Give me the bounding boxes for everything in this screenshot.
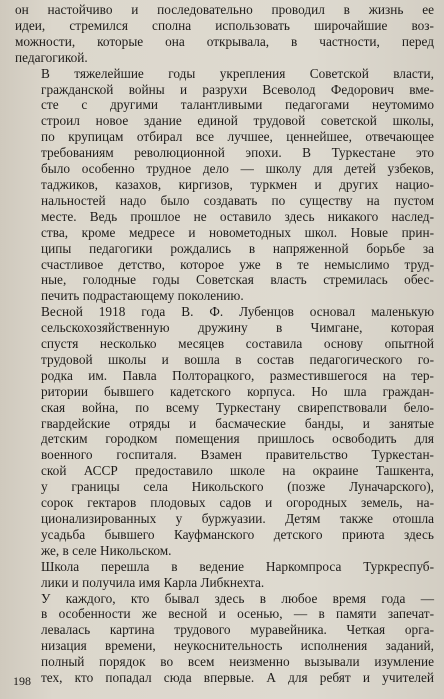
text-line: сорок гектаров плодовых садов и огородных земель, на- [41,495,434,511]
text-line: ные, голодные годы Советская власть стремилась обес- [41,272,434,288]
text-line: детским городком помещения пришлось освободить для [41,431,434,447]
text-line: требованиям революционной эпохи. В Туркестане это [41,145,434,161]
paragraph [15,2,434,66]
text-line: У каждого, кто бывал здесь в любое время года — [41,590,434,606]
text-line: ства, кроме медресе и новометодных школ. Новые прин- [41,224,434,240]
text-line: у границы села Никольского (позже Луначарского), [41,479,434,495]
page-text-body [15,2,434,686]
text-line: трудовой школы и вошла в состав педагогического го- [41,351,434,367]
text-line: сте с другими талантливыми педагогами неутомимо [41,97,434,113]
text-line: спустя несколько месяцев составила основу опытной [41,336,434,352]
text-line: по крупицам отбирал все лучшее, ценнейшее, отвечающее [41,129,434,145]
text-line: В тяжелейшие годы укрепления Советской власти, [41,65,434,81]
text-line: сельскохозяйственную дружину в Чимгане, которая [41,320,434,336]
text-line: тех, кто попадал сюда впервые. А для ребят и учителей [41,670,434,686]
text-line: месте. Ведь прошлое не оставило здесь никакого наслед- [41,208,434,224]
text-line: счастливое детство, которое уже в те немыслимо труд- [41,256,434,272]
text-line: нальностей надо было создавать по существу на пустом [41,192,434,208]
text-line: строил новое здание единой трудовой советской школы, [41,113,434,129]
text-line: ская война, по всему Туркестану свирепствовали бело- [41,399,434,415]
text-line: усадьба бывшего Кауфманского детского приюта здесь [41,526,434,542]
text-line: было особенно трудное дело — школу для детей узбеков, [41,161,434,177]
text-line: гвардейские отряды и басмаческие банды, и занятые [41,415,434,431]
text-line: родка им. Павла Полторацкого, разместившегося на тер- [41,367,434,383]
text-line: низация времени, неукоснительность исполнения заданий, [41,638,434,654]
text-line: левалась картина трудового муравейника. Четкая орга- [41,622,434,638]
text-line: ской АССР предоставило школе на окраине Ташкента, [41,463,434,479]
text-line: военного госпиталя. Взамен правительство Туркестан- [41,447,434,463]
paragraph [15,591,434,686]
text-line: лики и получила имя Карла Либкнехта. [41,574,265,590]
text-line: он настойчиво и последовательно проводил в жизнь ее [15,2,434,17]
text-line: гражданской войны и разрухи Всеволод Федорович вме- [41,81,434,97]
text-line: полный порядок во всем неизменно вызывали изумление [41,654,434,670]
text-line: печить подрастающему поколению. [41,288,244,304]
page-number: 198 [13,674,31,689]
text-line: идеи, стремился сполна использовать широчайшие воз- [15,17,434,33]
text-line: в особенности же весной и осенью, — в памяти запечат- [41,606,434,622]
text-line: можности, которые она открывала, в частности, перед [15,33,434,49]
text-line: Весной 1918 года В. Ф. Лубенцов основал маленькую [41,304,434,320]
paragraph [15,304,434,559]
text-line: педагогикой. [15,49,88,65]
text-line: ционализированных у буржуазии. Детям также отошла [41,511,434,526]
paragraph [15,66,434,305]
text-line: ритории бывшего кадетского корпуса. Но шла граждан- [41,383,434,399]
text-line: же, в селе Никольском. [41,542,172,558]
text-line: ципы педагогики рождались в напряженной борьбе за [41,240,434,256]
text-line: таджиков, казахов, киргизов, туркмен и других нацио- [41,176,434,192]
paragraph [15,559,434,591]
text-line: Школа перешла в ведение Наркомпроса Туркреспуб- [41,558,434,574]
